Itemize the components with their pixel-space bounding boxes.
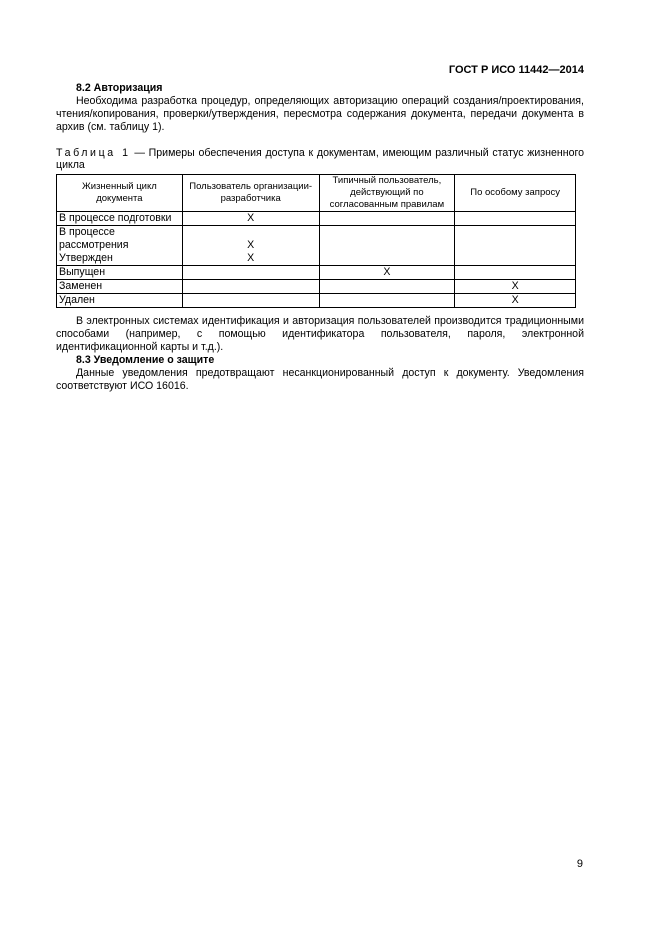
row-mark bbox=[182, 280, 319, 294]
section-8-2-title: 8.2 Авторизация bbox=[76, 82, 163, 94]
row-stage: Выпущен bbox=[57, 266, 183, 280]
row-stage: В процессе рассмотрения bbox=[59, 226, 129, 251]
table-caption-text: — Примеры обеспечения доступа к документам, имеющим различный статус жизненного цикла bbox=[56, 147, 584, 171]
section-8-2-body bbox=[56, 95, 584, 134]
row-stage: Утвержден bbox=[59, 252, 113, 264]
row-stage: Удален bbox=[57, 294, 183, 308]
lower-text-block bbox=[56, 315, 584, 393]
row-mark: X bbox=[319, 266, 455, 280]
access-table bbox=[56, 174, 576, 308]
page-number: 9 bbox=[576, 858, 583, 870]
row-mark bbox=[455, 226, 576, 266]
row-mark bbox=[182, 294, 319, 308]
row-mark: X bbox=[455, 294, 576, 308]
row-mark bbox=[319, 280, 455, 294]
table-row bbox=[57, 266, 576, 280]
header-special-request: По особому запросу bbox=[455, 175, 576, 212]
row-stage: Заменен bbox=[57, 280, 183, 294]
row-mark bbox=[455, 266, 576, 280]
document-id: ГОСТ Р ИСО 11442—2014 bbox=[448, 64, 584, 76]
row-mark: X bbox=[182, 212, 319, 226]
table-row bbox=[57, 212, 576, 226]
row-mark bbox=[455, 212, 576, 226]
table-row bbox=[57, 226, 576, 266]
header-lifecycle: Жизненный цикл документа bbox=[57, 175, 183, 212]
row-mark bbox=[182, 266, 319, 280]
table-caption bbox=[56, 147, 584, 171]
row-mark: X bbox=[247, 252, 255, 264]
row-mark: X bbox=[247, 239, 255, 251]
auth-paragraph: В электронных системах идентификация и авторизация пользователей производится традиционными способами (например, с помощью идентификатора пользователя, пароля, электронной идентификационной карты и т.д.). bbox=[56, 315, 584, 353]
table-row bbox=[57, 280, 576, 294]
row-mark bbox=[319, 212, 455, 226]
row-mark: X bbox=[455, 280, 576, 294]
row-stage: В процессе подготовки bbox=[57, 212, 183, 226]
row-mark bbox=[319, 226, 455, 266]
section-8-2-title-wrap bbox=[76, 82, 584, 95]
table-header-row bbox=[57, 175, 576, 212]
section-8-3-title: 8.3 Уведомление о защите bbox=[76, 354, 215, 366]
section-8-2-paragraph: Необходима разработка процедур, определяющих авторизацию операций создания/проектирования, чтения/копирования, проверки/утверждения, пересмотра содержания документа, передачи документа в архив (см. таблицу 1). bbox=[56, 95, 584, 133]
row-mark bbox=[319, 294, 455, 308]
header-typical-user: Типичный пользователь, действующий по согласованным правилам bbox=[319, 175, 455, 212]
header-developer-user: Пользователь организации-разработчика bbox=[182, 175, 319, 212]
table-row bbox=[57, 294, 576, 308]
table-caption-label: Таблица 1 bbox=[56, 147, 131, 159]
section-8-3-paragraph: Данные уведомления предотвращают несанкционированный доступ к документу. Уведомления соответствуют ИСО 16016. bbox=[56, 367, 584, 392]
